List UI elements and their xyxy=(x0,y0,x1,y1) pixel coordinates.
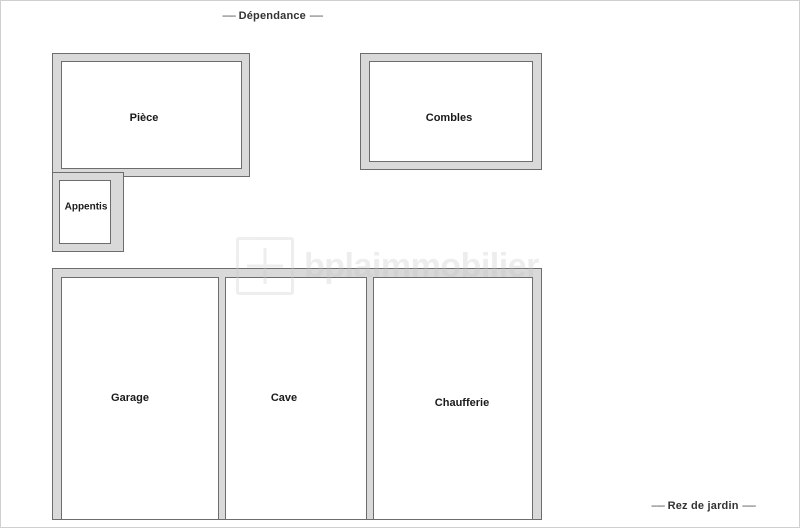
room-label-piece: Pièce xyxy=(129,112,159,124)
title-dash-left: ----- xyxy=(651,500,665,512)
title-dash-right: ----- xyxy=(309,10,323,22)
title-dash-left: ----- xyxy=(222,10,236,22)
room-label-combles: Combles xyxy=(425,112,473,124)
plan-title-rez-de-jardin xyxy=(651,500,755,512)
title-text: Dépendance xyxy=(238,10,307,22)
room-label-chaufferie: Chaufferie xyxy=(434,397,490,409)
title-text: Rez de jardin xyxy=(667,500,739,512)
room-label-garage: Garage xyxy=(111,392,149,404)
plan-title-dependance xyxy=(222,10,323,22)
room-label-appentis: Appentis xyxy=(64,201,108,213)
title-dash-right: ----- xyxy=(741,500,756,512)
room-label-cave: Cave xyxy=(270,392,298,404)
watermark-text: bplaimmobilier xyxy=(304,246,539,285)
